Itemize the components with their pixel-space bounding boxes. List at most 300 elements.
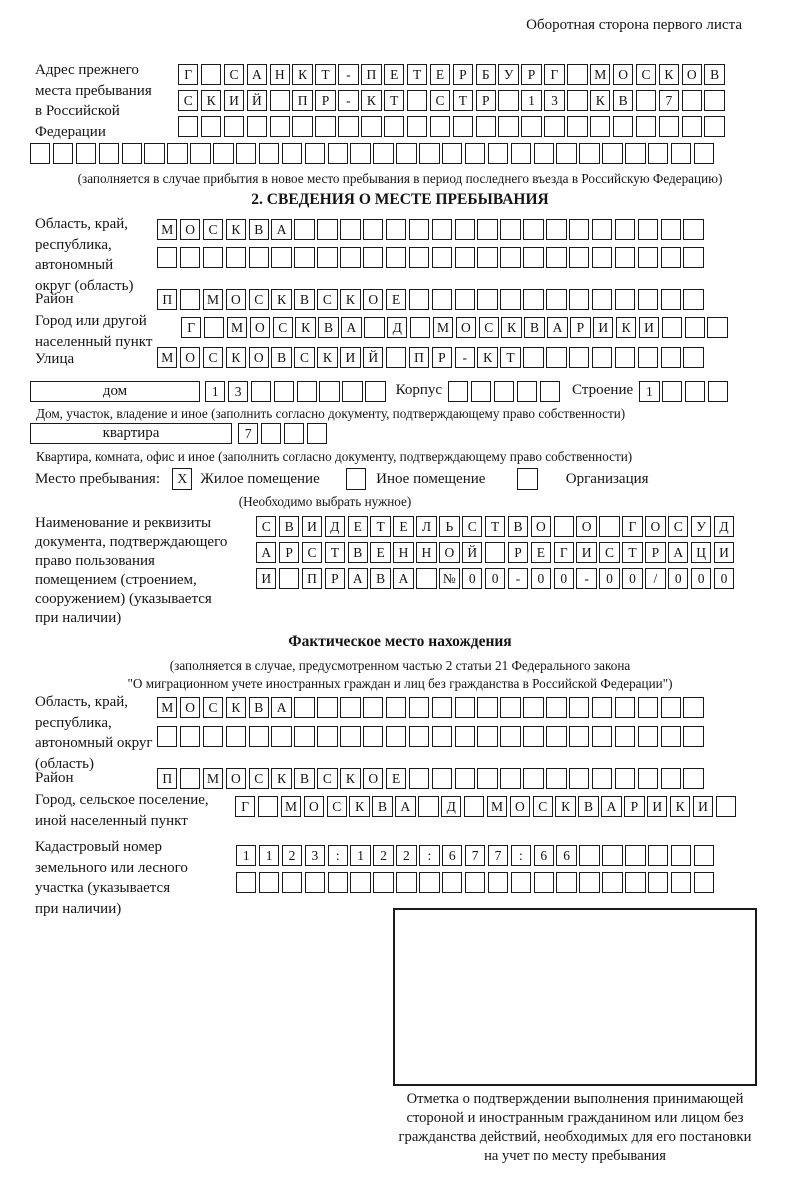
char-box[interactable] — [464, 796, 484, 817]
char-box[interactable] — [671, 143, 691, 164]
char-box[interactable]: С — [317, 768, 337, 789]
char-box[interactable] — [683, 347, 703, 368]
char-box[interactable] — [386, 697, 406, 718]
char-box[interactable] — [556, 143, 576, 164]
char-box[interactable]: Н — [393, 542, 413, 563]
char-box[interactable] — [363, 726, 383, 747]
char-box[interactable] — [554, 516, 574, 537]
char-box[interactable]: Г — [622, 516, 642, 537]
char-box[interactable]: А — [271, 697, 291, 718]
char-box[interactable]: О — [180, 697, 200, 718]
char-box[interactable]: Р — [508, 542, 528, 563]
char-box[interactable]: Н — [270, 64, 290, 85]
char-box[interactable]: А — [256, 542, 276, 563]
char-box[interactable] — [569, 247, 589, 268]
char-box[interactable]: И — [302, 516, 322, 537]
char-box[interactable]: К — [295, 317, 315, 338]
char-box[interactable] — [567, 116, 587, 137]
char-box[interactable] — [477, 289, 497, 310]
char-box[interactable]: - — [508, 568, 528, 589]
char-box[interactable]: М — [281, 796, 301, 817]
char-box[interactable] — [648, 845, 668, 866]
char-box[interactable] — [294, 726, 314, 747]
char-box[interactable]: 1 — [259, 845, 279, 866]
char-box[interactable] — [340, 219, 360, 240]
char-box[interactable]: Н — [416, 542, 436, 563]
char-box[interactable] — [178, 116, 198, 137]
char-box[interactable] — [167, 143, 187, 164]
char-box[interactable] — [180, 726, 200, 747]
char-box[interactable] — [317, 247, 337, 268]
char-box[interactable] — [661, 768, 681, 789]
char-box[interactable] — [625, 872, 645, 893]
char-box[interactable] — [579, 872, 599, 893]
char-box[interactable]: С — [294, 347, 314, 368]
char-box[interactable]: У — [498, 64, 518, 85]
char-box[interactable]: М — [157, 697, 177, 718]
char-box[interactable]: О — [531, 516, 551, 537]
char-box[interactable]: Т — [325, 542, 345, 563]
char-box[interactable] — [455, 219, 475, 240]
char-box[interactable] — [569, 697, 589, 718]
char-box[interactable] — [682, 116, 702, 137]
char-box[interactable] — [338, 116, 358, 137]
char-box[interactable] — [546, 726, 566, 747]
char-box[interactable] — [638, 726, 658, 747]
char-box[interactable] — [569, 219, 589, 240]
char-box[interactable]: С — [599, 542, 619, 563]
char-box[interactable]: Т — [315, 64, 335, 85]
char-box[interactable] — [30, 143, 50, 164]
char-box[interactable]: Р — [521, 64, 541, 85]
char-box[interactable] — [259, 872, 279, 893]
char-box[interactable] — [615, 726, 635, 747]
char-box[interactable]: К — [659, 64, 679, 85]
char-box[interactable]: О — [226, 289, 246, 310]
char-box[interactable] — [638, 697, 658, 718]
char-box[interactable] — [180, 247, 200, 268]
char-box[interactable]: В — [508, 516, 528, 537]
char-box[interactable]: 0 — [691, 568, 711, 589]
char-box[interactable] — [661, 219, 681, 240]
char-box[interactable] — [488, 872, 508, 893]
char-box[interactable] — [249, 726, 269, 747]
char-box[interactable]: К — [477, 347, 497, 368]
char-box[interactable] — [224, 116, 244, 137]
char-box[interactable]: С — [203, 347, 223, 368]
char-box[interactable]: А — [601, 796, 621, 817]
char-box[interactable]: О — [576, 516, 596, 537]
char-box[interactable]: И — [340, 347, 360, 368]
char-box[interactable]: С — [668, 516, 688, 537]
char-box[interactable] — [477, 768, 497, 789]
char-box[interactable]: Т — [622, 542, 642, 563]
char-box[interactable] — [638, 289, 658, 310]
char-box[interactable] — [365, 381, 385, 402]
char-box[interactable] — [247, 116, 267, 137]
char-box[interactable] — [361, 116, 381, 137]
char-box[interactable]: - — [338, 64, 358, 85]
char-box[interactable] — [249, 247, 269, 268]
char-box[interactable] — [204, 317, 224, 338]
char-box[interactable] — [363, 247, 383, 268]
char-box[interactable]: С — [249, 768, 269, 789]
char-box[interactable] — [419, 143, 439, 164]
char-box[interactable]: К — [670, 796, 690, 817]
char-box[interactable] — [546, 768, 566, 789]
char-box[interactable]: К — [271, 289, 291, 310]
char-box[interactable] — [373, 872, 393, 893]
char-box[interactable] — [409, 768, 429, 789]
char-box[interactable] — [363, 219, 383, 240]
char-box[interactable] — [190, 143, 210, 164]
char-box[interactable] — [523, 697, 543, 718]
char-box[interactable] — [409, 726, 429, 747]
char-box[interactable] — [592, 726, 612, 747]
char-box[interactable]: 2 — [373, 845, 393, 866]
char-box[interactable] — [328, 143, 348, 164]
char-box[interactable]: И — [639, 317, 659, 338]
char-box[interactable] — [432, 697, 452, 718]
char-box[interactable] — [590, 116, 610, 137]
char-box[interactable] — [613, 116, 633, 137]
char-box[interactable] — [599, 516, 619, 537]
char-box[interactable] — [279, 568, 299, 589]
char-box[interactable] — [53, 143, 73, 164]
char-box[interactable]: О — [363, 768, 383, 789]
char-box[interactable] — [625, 845, 645, 866]
char-box[interactable] — [271, 247, 291, 268]
char-box[interactable] — [638, 347, 658, 368]
char-box[interactable]: К — [340, 289, 360, 310]
char-box[interactable] — [615, 289, 635, 310]
char-box[interactable] — [373, 143, 393, 164]
char-box[interactable] — [305, 872, 325, 893]
char-box[interactable] — [569, 289, 589, 310]
char-box[interactable] — [602, 845, 622, 866]
char-box[interactable] — [294, 219, 314, 240]
char-box[interactable]: О — [250, 317, 270, 338]
char-box[interactable]: 0 — [599, 568, 619, 589]
char-box[interactable] — [455, 697, 475, 718]
char-box[interactable] — [259, 143, 279, 164]
char-box[interactable]: Р — [570, 317, 590, 338]
char-box[interactable] — [534, 143, 554, 164]
char-box[interactable]: П — [157, 289, 177, 310]
char-box[interactable]: 0 — [485, 568, 505, 589]
char-box[interactable]: : — [419, 845, 439, 866]
char-box[interactable]: Д — [325, 516, 345, 537]
char-box[interactable]: Т — [500, 347, 520, 368]
char-box[interactable] — [500, 289, 520, 310]
char-box[interactable]: 0 — [714, 568, 734, 589]
char-box[interactable] — [340, 697, 360, 718]
char-box[interactable] — [569, 726, 589, 747]
char-box[interactable]: В — [271, 347, 291, 368]
char-box[interactable] — [319, 381, 339, 402]
char-box[interactable] — [226, 726, 246, 747]
char-box[interactable] — [236, 143, 256, 164]
char-box[interactable] — [261, 423, 281, 444]
char-box[interactable] — [683, 247, 703, 268]
char-box[interactable]: О — [249, 347, 269, 368]
char-box[interactable] — [636, 116, 656, 137]
char-box[interactable] — [284, 423, 304, 444]
char-box[interactable]: В — [524, 317, 544, 338]
char-box[interactable]: С — [327, 796, 347, 817]
char-box[interactable]: С — [302, 542, 322, 563]
char-box[interactable] — [488, 143, 508, 164]
char-box[interactable] — [442, 143, 462, 164]
char-box[interactable]: К — [317, 347, 337, 368]
char-box[interactable] — [364, 317, 384, 338]
char-box[interactable] — [448, 381, 468, 402]
char-box[interactable]: В — [249, 697, 269, 718]
char-box[interactable]: С — [636, 64, 656, 85]
char-box[interactable] — [648, 872, 668, 893]
char-box[interactable] — [523, 726, 543, 747]
char-box[interactable] — [511, 872, 531, 893]
char-box[interactable] — [500, 726, 520, 747]
char-box[interactable] — [386, 219, 406, 240]
char-box[interactable]: 1 — [236, 845, 256, 866]
char-box[interactable] — [579, 845, 599, 866]
char-box[interactable]: К — [226, 697, 246, 718]
char-box[interactable] — [396, 872, 416, 893]
char-box[interactable]: 1 — [521, 90, 541, 111]
char-box[interactable]: Б — [476, 64, 496, 85]
char-box[interactable]: О — [510, 796, 530, 817]
char-box[interactable] — [180, 768, 200, 789]
char-box[interactable] — [270, 116, 290, 137]
char-box[interactable] — [453, 116, 473, 137]
char-box[interactable]: И — [576, 542, 596, 563]
char-box[interactable] — [498, 90, 518, 111]
char-box[interactable]: И — [693, 796, 713, 817]
char-box[interactable]: Р — [315, 90, 335, 111]
char-box[interactable] — [350, 872, 370, 893]
char-box[interactable] — [615, 697, 635, 718]
char-box[interactable]: В — [294, 289, 314, 310]
char-box[interactable] — [465, 143, 485, 164]
char-box[interactable] — [297, 381, 317, 402]
char-box[interactable]: К — [616, 317, 636, 338]
char-box[interactable] — [500, 219, 520, 240]
char-box[interactable]: 1 — [205, 381, 225, 402]
char-box[interactable]: М — [433, 317, 453, 338]
char-box[interactable]: Т — [407, 64, 427, 85]
char-box[interactable]: 7 — [238, 423, 258, 444]
char-box[interactable]: В — [578, 796, 598, 817]
char-box[interactable]: М — [487, 796, 507, 817]
char-box[interactable] — [683, 289, 703, 310]
char-box[interactable]: О — [682, 64, 702, 85]
char-box[interactable] — [157, 726, 177, 747]
char-box[interactable]: А — [348, 568, 368, 589]
checkbox-residential[interactable]: X — [172, 468, 192, 490]
char-box[interactable] — [407, 90, 427, 111]
char-box[interactable] — [602, 143, 622, 164]
char-box[interactable]: И — [224, 90, 244, 111]
char-box[interactable] — [350, 143, 370, 164]
char-box[interactable] — [523, 289, 543, 310]
char-box[interactable] — [455, 768, 475, 789]
char-box[interactable] — [569, 768, 589, 789]
char-box[interactable] — [363, 697, 383, 718]
char-box[interactable] — [662, 381, 682, 402]
char-box[interactable] — [638, 219, 658, 240]
char-box[interactable]: К — [349, 796, 369, 817]
char-box[interactable]: : — [328, 845, 348, 866]
char-box[interactable]: Е — [386, 289, 406, 310]
char-box[interactable]: А — [393, 568, 413, 589]
char-box[interactable] — [76, 143, 96, 164]
char-box[interactable] — [203, 247, 223, 268]
char-box[interactable]: Г — [235, 796, 255, 817]
char-box[interactable] — [418, 796, 438, 817]
char-box[interactable] — [615, 768, 635, 789]
char-box[interactable] — [523, 768, 543, 789]
char-box[interactable]: 2 — [396, 845, 416, 866]
char-box[interactable] — [521, 116, 541, 137]
char-box[interactable]: Й — [247, 90, 267, 111]
char-box[interactable] — [384, 116, 404, 137]
char-box[interactable]: Р — [476, 90, 496, 111]
char-box[interactable] — [213, 143, 233, 164]
char-box[interactable] — [432, 726, 452, 747]
char-box[interactable] — [511, 143, 531, 164]
char-box[interactable] — [292, 116, 312, 137]
char-box[interactable]: О — [180, 219, 200, 240]
char-box[interactable] — [282, 143, 302, 164]
char-box[interactable] — [694, 845, 714, 866]
char-box[interactable]: К — [555, 796, 575, 817]
char-box[interactable]: А — [395, 796, 415, 817]
char-box[interactable]: 6 — [534, 845, 554, 866]
char-box[interactable] — [694, 143, 714, 164]
char-box[interactable] — [258, 796, 278, 817]
char-box[interactable]: О — [180, 347, 200, 368]
char-box[interactable]: С — [249, 289, 269, 310]
char-box[interactable] — [476, 116, 496, 137]
char-box[interactable]: 0 — [531, 568, 551, 589]
char-box[interactable]: С — [462, 516, 482, 537]
char-box[interactable]: Р — [279, 542, 299, 563]
char-box[interactable] — [567, 64, 587, 85]
char-box[interactable]: Р — [432, 347, 452, 368]
char-box[interactable]: Е — [384, 64, 404, 85]
char-box[interactable]: К — [340, 768, 360, 789]
char-box[interactable] — [477, 726, 497, 747]
char-box[interactable] — [716, 796, 736, 817]
char-box[interactable]: Т — [453, 90, 473, 111]
char-box[interactable]: Д — [714, 516, 734, 537]
char-box[interactable] — [419, 872, 439, 893]
char-box[interactable]: П — [157, 768, 177, 789]
char-box[interactable]: С — [273, 317, 293, 338]
char-box[interactable]: 0 — [622, 568, 642, 589]
char-box[interactable] — [579, 143, 599, 164]
char-box[interactable]: С — [533, 796, 553, 817]
char-box[interactable] — [707, 317, 727, 338]
char-box[interactable]: М — [157, 219, 177, 240]
char-box[interactable]: С — [178, 90, 198, 111]
char-box[interactable] — [500, 697, 520, 718]
char-box[interactable] — [236, 872, 256, 893]
char-box[interactable]: 0 — [554, 568, 574, 589]
char-box[interactable]: 7 — [488, 845, 508, 866]
char-box[interactable] — [592, 768, 612, 789]
char-box[interactable]: О — [304, 796, 324, 817]
char-box[interactable]: К — [292, 64, 312, 85]
char-box[interactable]: 7 — [465, 845, 485, 866]
char-box[interactable]: 1 — [350, 845, 370, 866]
char-box[interactable] — [122, 143, 142, 164]
char-box[interactable]: П — [409, 347, 429, 368]
char-box[interactable] — [386, 247, 406, 268]
char-box[interactable] — [661, 726, 681, 747]
char-box[interactable]: 0 — [462, 568, 482, 589]
char-box[interactable] — [592, 289, 612, 310]
char-box[interactable] — [455, 247, 475, 268]
char-box[interactable]: И — [714, 542, 734, 563]
char-box[interactable] — [546, 247, 566, 268]
char-box[interactable]: В — [613, 90, 633, 111]
char-box[interactable] — [625, 143, 645, 164]
char-box[interactable] — [685, 317, 705, 338]
char-box[interactable]: Е — [531, 542, 551, 563]
char-box[interactable] — [157, 247, 177, 268]
char-box[interactable] — [386, 347, 406, 368]
char-box[interactable] — [294, 247, 314, 268]
char-box[interactable] — [442, 872, 462, 893]
char-box[interactable]: Е — [430, 64, 450, 85]
char-box[interactable] — [274, 381, 294, 402]
char-box[interactable]: О — [439, 542, 459, 563]
char-box[interactable]: И — [647, 796, 667, 817]
char-box[interactable] — [661, 347, 681, 368]
char-box[interactable]: М — [157, 347, 177, 368]
char-box[interactable] — [704, 90, 724, 111]
char-box[interactable] — [226, 247, 246, 268]
char-box[interactable] — [661, 247, 681, 268]
char-box[interactable] — [144, 143, 164, 164]
char-box[interactable]: Ь — [439, 516, 459, 537]
char-box[interactable] — [602, 872, 622, 893]
char-box[interactable]: В — [348, 542, 368, 563]
char-box[interactable]: К — [590, 90, 610, 111]
char-box[interactable] — [523, 219, 543, 240]
char-box[interactable]: А — [668, 542, 688, 563]
char-box[interactable] — [636, 90, 656, 111]
char-box[interactable] — [180, 289, 200, 310]
char-box[interactable]: 3 — [228, 381, 248, 402]
char-box[interactable] — [671, 872, 691, 893]
char-box[interactable]: С — [317, 289, 337, 310]
char-box[interactable] — [328, 872, 348, 893]
char-box[interactable] — [477, 219, 497, 240]
char-box[interactable] — [500, 247, 520, 268]
char-box[interactable] — [201, 116, 221, 137]
char-box[interactable]: О — [363, 289, 383, 310]
char-box[interactable]: 6 — [442, 845, 462, 866]
char-box[interactable] — [409, 697, 429, 718]
char-box[interactable]: В — [704, 64, 724, 85]
char-box[interactable]: Ц — [691, 542, 711, 563]
char-box[interactable] — [708, 381, 728, 402]
char-box[interactable] — [615, 247, 635, 268]
char-box[interactable]: К — [271, 768, 291, 789]
